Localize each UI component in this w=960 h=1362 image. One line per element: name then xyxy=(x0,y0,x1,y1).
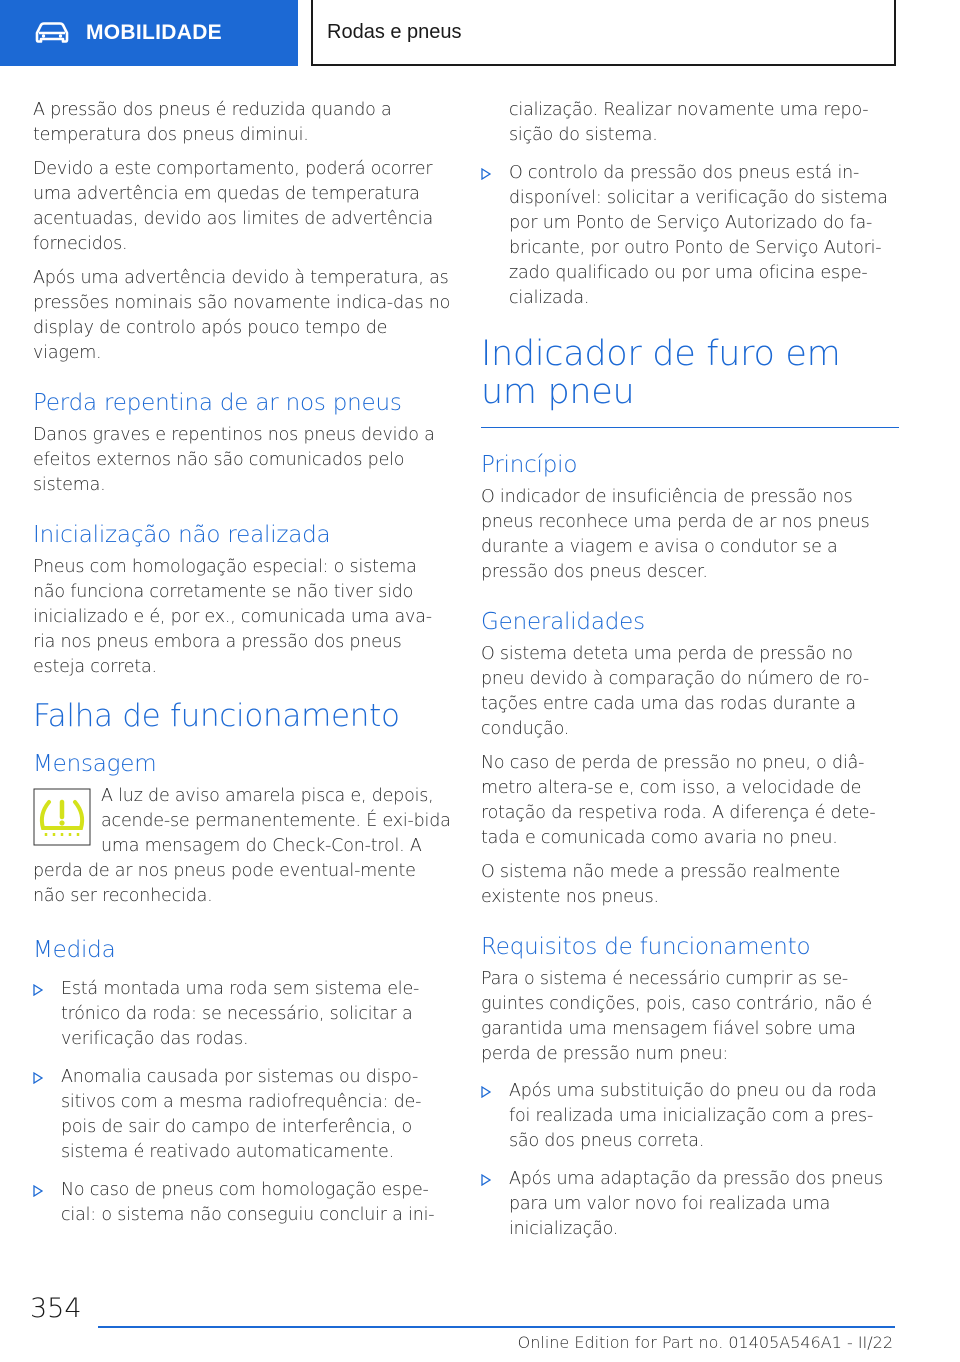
list-item: No caso de pneus com homologação espe-cial: o sistema não conseguiu concluir a ini- xyxy=(33,1178,451,1228)
page-number: 354 xyxy=(30,1293,82,1324)
paragraph: O indicador de insuficiência de pressão nos pneus reconhece uma perda de ar nos pneus durante a viagem e avisa o condutor se a pressão dos pneus descer. xyxy=(481,487,870,582)
right-column xyxy=(481,98,899,1255)
footer-divider xyxy=(98,1326,895,1328)
list-item: Anomalia causada por sistemas ou dispo-sitivos com a mesma radiofrequência: de-pois de sair do campo de interferência, o sistema é reativado automaticamente. xyxy=(33,1065,451,1165)
list-item: O controlo da pressão dos pneus está in-disponível: solicitar a verificação do sistema por um Ponto de Serviço Autorizado do fa-bricante, por outro Ponto de Serviço Autori-zado qualificado ou por uma oficina espe-cializada. xyxy=(481,161,899,311)
heading-malfunction: Falha de funcionamento xyxy=(33,698,400,734)
heading-sudden-loss: Perda repentina de ar nos pneus xyxy=(33,390,402,416)
chapter-label: MOBILIDADE xyxy=(86,21,222,44)
list-item: Após uma substituição do pneu ou da roda foi realizada uma inicialização com a pres-são dos pneus correta. xyxy=(481,1079,899,1154)
paragraph: No caso de perda de pressão no pneu, o diâ-metro altera-se e, com isso, a velocidade de rotação da respetiva roda. A diferença é dete-tada e comunicada como avaria no pneu. xyxy=(481,753,876,848)
heading-principle: Princípio xyxy=(481,452,578,478)
car-icon xyxy=(34,22,70,44)
section-title: Rodas e pneus xyxy=(327,20,462,43)
heading-requirements: Requisitos de funcionamento xyxy=(481,934,811,960)
paragraph: O sistema deteta uma perda de pressão no pneu devido à comparação do número de ro-tações entre cada uma das rodas durante a condução. xyxy=(481,644,869,739)
paragraph: A luz de aviso amarela pisca e, depois, acende-se permanentemente. É exi-bida uma mensagem do Check-Con-trol. A perda de ar nos pneus pode eventual-mente não ser reconhecida. xyxy=(33,786,451,906)
paragraph: Após uma advertência devido à temperatura, as pressões nominais são novamente indica-das no display de controlo após pouco tempo de viagem. xyxy=(33,268,451,363)
edition-note: Online Edition for Part no. 01405A546A1 - II/22 xyxy=(517,1333,893,1352)
triangle-bullet-icon xyxy=(33,984,43,996)
triangle-bullet-icon xyxy=(481,1174,491,1186)
heading-message: Mensagem xyxy=(33,751,157,777)
heading-not-initialized: Inicialização não realizada xyxy=(33,522,331,548)
warning-block xyxy=(33,784,451,909)
left-column xyxy=(33,98,451,1241)
chapter-tab xyxy=(0,0,298,66)
triangle-bullet-icon xyxy=(33,1185,43,1197)
triangle-bullet-icon xyxy=(33,1072,43,1084)
section-header xyxy=(311,0,896,66)
heading-puncture-indicator: Indicador de furo em um pneu xyxy=(481,335,899,428)
requirements-list xyxy=(481,1079,899,1242)
list-item-continued: cialização. Realizar novamente uma repo-sição do sistema. xyxy=(509,100,869,145)
heading-general: Generalidades xyxy=(481,609,645,635)
paragraph: A pressão dos pneus é reduzida quando a temperatura dos pneus diminui. xyxy=(33,100,392,145)
paragraph: Para o sistema é necessário cumprir as se-guintes condições, pois, caso contrário, não é garantida uma mensagem fiável sobre uma perda de pressão num pneu: xyxy=(481,969,872,1064)
triangle-bullet-icon xyxy=(481,168,491,180)
list-item: Está montada uma roda sem sistema ele-trónico da roda: se necessário, solicitar a verificação das rodas. xyxy=(33,977,451,1052)
measure-list-continued xyxy=(481,98,899,311)
paragraph: Pneus com homologação especial: o sistema não funciona corretamente se não tiver sido inicializado e é, por ex., comunicada uma ava-ria nos pneus embora a pressão dos pneus esteja correta. xyxy=(33,557,432,677)
paragraph: Danos graves e repentinos nos pneus devido a efeitos externos não são comunicados pelo sistema. xyxy=(33,425,435,495)
heading-measure: Medida xyxy=(33,937,116,963)
paragraph: Devido a este comportamento, poderá ocorrer uma advertência em quedas de temperatura acentuadas, devido aos limites de advertência fornecidos. xyxy=(33,159,433,254)
paragraph: O sistema não mede a pressão realmente existente nos pneus. xyxy=(481,862,841,907)
measure-list xyxy=(33,977,451,1228)
triangle-bullet-icon xyxy=(481,1086,491,1098)
list-item: Após uma adaptação da pressão dos pneus para um valor novo foi realizada uma inicialização. xyxy=(481,1167,899,1242)
tire-pressure-warning-icon xyxy=(33,788,91,846)
